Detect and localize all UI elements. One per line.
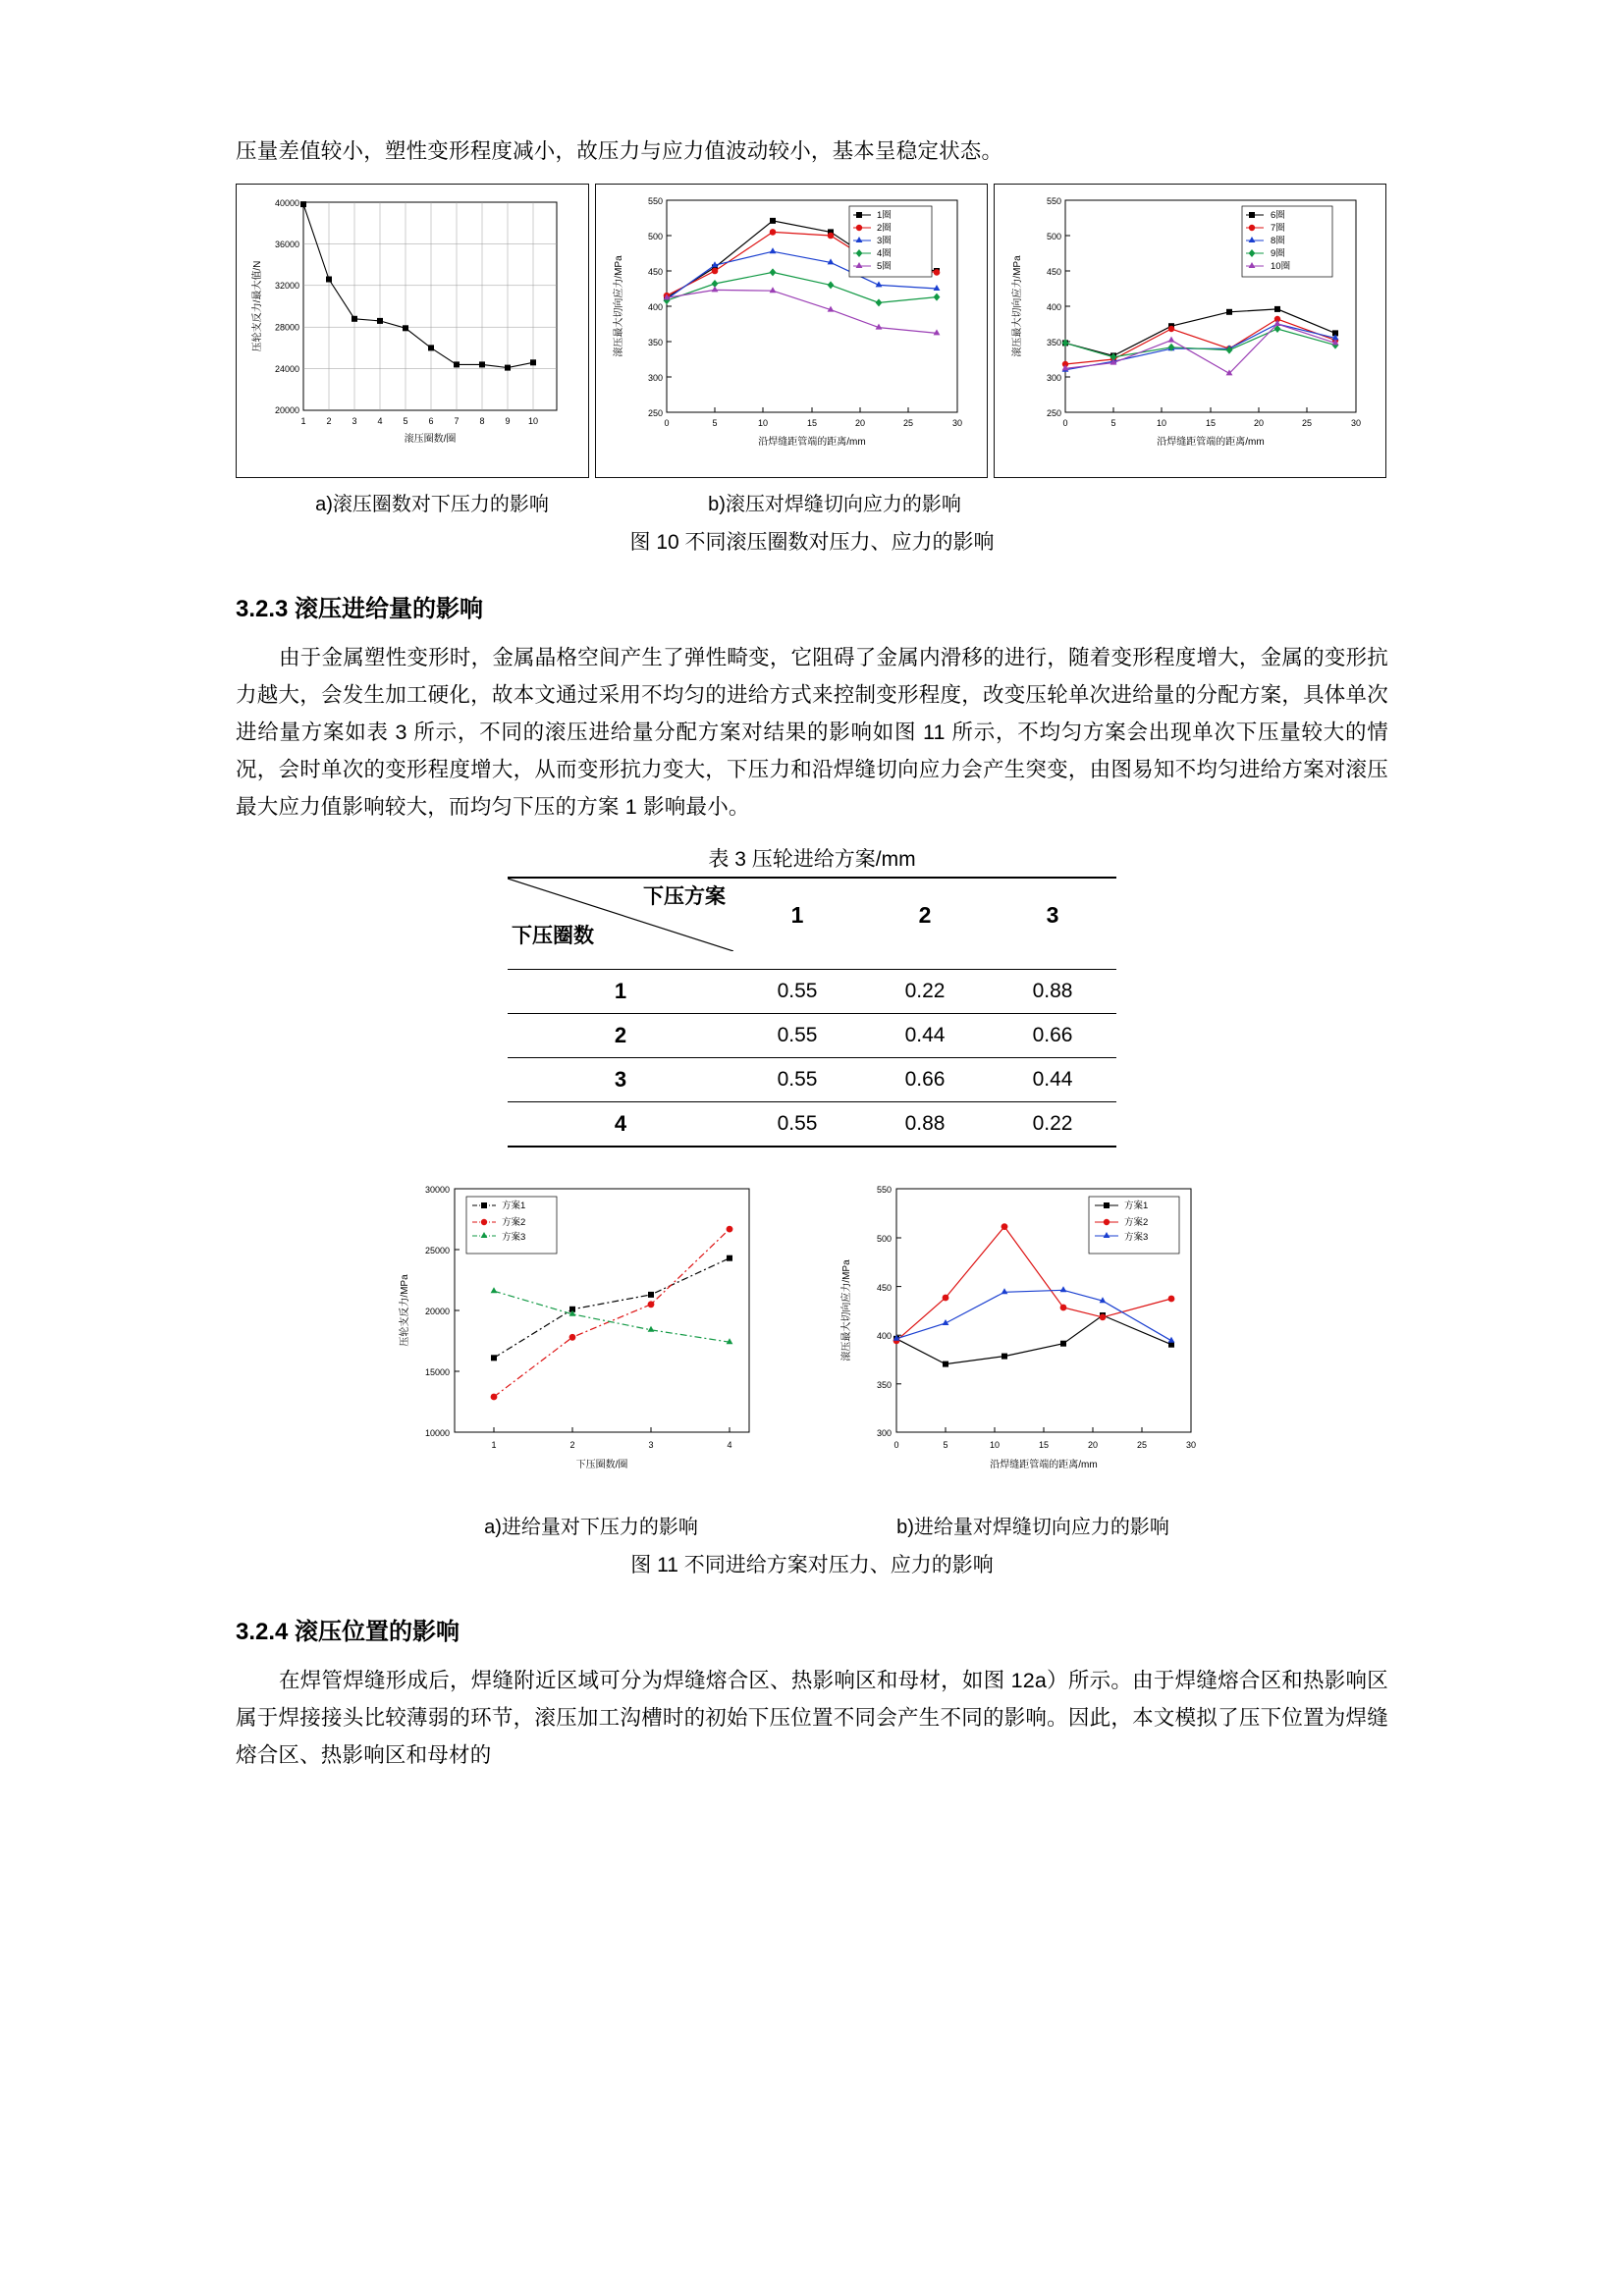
svg-text:沿焊缝距管端的距离/mm: 沿焊缝距管端的距离/mm (758, 437, 866, 448)
table-cell: 0.55 (733, 970, 861, 1014)
svg-text:0: 0 (1062, 418, 1068, 428)
svg-text:20: 20 (1253, 418, 1265, 428)
svg-text:5: 5 (943, 1440, 948, 1450)
svg-text:550: 550 (876, 1185, 892, 1195)
paragraph-top: 压量差值较小，塑性变形程度减小，故压力与应力值波动较小，基本呈稳定状态。 (236, 139, 1003, 163)
svg-text:40000: 40000 (274, 198, 299, 208)
svg-text:10: 10 (1156, 418, 1167, 428)
table-cell: 0.22 (989, 1102, 1116, 1148)
svg-text:2: 2 (326, 416, 332, 426)
svg-text:300: 300 (647, 373, 663, 383)
svg-text:方案2: 方案2 (502, 1217, 526, 1228)
table-row-header (508, 878, 1116, 951)
svg-text:25000: 25000 (424, 1246, 450, 1255)
svg-text:方案1: 方案1 (502, 1201, 526, 1211)
table-row (508, 1102, 1116, 1148)
svg-text:0: 0 (664, 418, 670, 428)
figure-10a-chart (236, 184, 589, 478)
heading-3-2-4: 3.2.4 滚压位置的影响 (236, 1619, 460, 1645)
table-3-title: 表 3 压轮进给方案/mm (708, 848, 916, 871)
svg-text:25: 25 (902, 418, 914, 428)
svg-text:24000: 24000 (274, 364, 299, 374)
svg-text:8: 8 (479, 416, 485, 426)
svg-text:550: 550 (1046, 196, 1061, 206)
svg-text:9圈: 9圈 (1271, 248, 1285, 259)
table-header-turns: 下压圈数 (512, 925, 594, 947)
figure-11a-subcaption: a)进给量对下压力的影响 (484, 1517, 698, 1538)
table-cell: 0.88 (861, 1102, 989, 1148)
svg-text:1圈: 1圈 (877, 210, 892, 221)
figure-11b-legend (1089, 1197, 1179, 1254)
svg-text:15: 15 (1205, 418, 1217, 428)
svg-text:20000: 20000 (424, 1307, 450, 1316)
table-row-label: 1 (508, 970, 733, 1014)
svg-text:550: 550 (647, 196, 663, 206)
svg-text:方案2: 方案2 (1124, 1217, 1149, 1228)
figure-10 (236, 184, 1388, 556)
svg-text:方案1: 方案1 (1124, 1201, 1149, 1211)
svg-text:6圈: 6圈 (1271, 210, 1285, 221)
table-cell: 0.66 (989, 1014, 1116, 1058)
svg-text:10: 10 (757, 418, 769, 428)
table-row (508, 970, 1116, 1014)
figure-10c-chart (994, 184, 1386, 478)
table-row (508, 1058, 1116, 1102)
table-cell: 0.22 (861, 970, 989, 1014)
svg-text:滚压圈数/圈: 滚压圈数/圈 (404, 434, 457, 445)
svg-text:350: 350 (876, 1380, 892, 1390)
svg-text:4: 4 (727, 1440, 732, 1450)
figure-10-caption: 图 10 不同滚压圈数对压力、应力的影响 (629, 531, 995, 554)
table-cell: 0.88 (989, 970, 1116, 1014)
svg-text:压轮支反力/最大值/N: 压轮支反力/最大值/N (252, 260, 263, 352)
svg-text:20: 20 (1087, 1440, 1099, 1450)
svg-text:400: 400 (647, 302, 663, 312)
figure-11b-chart (822, 1171, 1244, 1505)
figure-11a-legend (466, 1197, 557, 1254)
svg-text:沿焊缝距管端的距离/mm: 沿焊缝距管端的距离/mm (990, 1460, 1098, 1470)
svg-text:500: 500 (1046, 232, 1061, 241)
svg-text:4: 4 (377, 416, 383, 426)
figure-11b-subcaption: b)进给量对焊缝切向应力的影响 (896, 1517, 1169, 1538)
table-header-corner (508, 878, 733, 951)
table-3 (508, 877, 1116, 1148)
svg-text:300: 300 (876, 1428, 892, 1438)
heading-3-2-3: 3.2.3 滚压进给量的影响 (236, 596, 484, 622)
svg-text:9: 9 (505, 416, 511, 426)
svg-text:30: 30 (1185, 1440, 1197, 1450)
figure-10c-legend (1242, 206, 1332, 277)
svg-text:400: 400 (876, 1331, 892, 1341)
svg-text:350: 350 (647, 338, 663, 347)
svg-text:15: 15 (1038, 1440, 1050, 1450)
svg-text:32000: 32000 (274, 281, 299, 291)
figure-11 (236, 1171, 1388, 1578)
table-col-2: 2 (861, 878, 989, 951)
svg-text:400: 400 (1046, 302, 1061, 312)
paragraph-323: 由于金属塑性变形时，金属晶格空间产生了弹性畸变，它阻碍了金属内滑移的进行，随着变形程度增大，金属的变形抗力越大，会发生加工硬化，故本文通过采用不均匀的进给方式来控制变形程度，改变压轮单次进给量的分配方案，具体单次进给量方案如表 3 所示，不同的滚压进给量分配方案对结果的影响如图 11 所示，不均匀方案会出现单次下压量较大的情况，会时单次的变形程度增大，从而变形抗力变大，下压力和沿焊缝切向应力会产生突变，由图易知不均匀进给方案对滚压最大应力值影响较大，而均匀下压的方案 1 影响最小。 (236, 646, 1388, 819)
svg-text:滚压最大切向应力/MPa: 滚压最大切向应力/MPa (1012, 255, 1023, 357)
svg-text:7: 7 (454, 416, 460, 426)
svg-text:30: 30 (951, 418, 963, 428)
svg-text:300: 300 (1046, 373, 1061, 383)
svg-text:2: 2 (569, 1440, 575, 1450)
table-cell: 0.55 (733, 1102, 861, 1148)
figure-10b-subcaption: b)滚压对焊缝切向应力的影响 (708, 494, 961, 515)
svg-text:滚压最大切向应力/MPa: 滚压最大切向应力/MPa (614, 255, 624, 357)
table-row-label: 4 (508, 1102, 733, 1148)
table-col-1: 1 (733, 878, 861, 951)
svg-text:30: 30 (1350, 418, 1362, 428)
svg-text:10圈: 10圈 (1271, 261, 1291, 272)
svg-text:3圈: 3圈 (877, 236, 892, 246)
svg-text:10000: 10000 (424, 1428, 450, 1438)
svg-text:5: 5 (1110, 418, 1116, 428)
svg-text:2圈: 2圈 (877, 223, 892, 234)
svg-text:350: 350 (1046, 338, 1061, 347)
svg-text:3: 3 (648, 1440, 654, 1450)
figure-10b-legend (849, 206, 932, 277)
svg-text:450: 450 (647, 267, 663, 277)
svg-text:20: 20 (854, 418, 866, 428)
table-cell: 0.66 (861, 1058, 989, 1102)
svg-text:25: 25 (1301, 418, 1313, 428)
svg-text:滚压最大切向应力/MPa: 滚压最大切向应力/MPa (841, 1259, 852, 1362)
svg-text:28000: 28000 (274, 322, 299, 333)
figure-11-caption: 图 11 不同进给方案对压力、应力的影响 (630, 1554, 994, 1576)
svg-text:5: 5 (403, 416, 408, 426)
svg-text:20000: 20000 (274, 405, 299, 415)
svg-text:1: 1 (491, 1440, 497, 1450)
svg-text:4圈: 4圈 (877, 248, 892, 259)
table-col-3: 3 (989, 878, 1116, 951)
svg-text:10: 10 (527, 416, 539, 426)
svg-text:500: 500 (647, 232, 663, 241)
table-cell: 0.55 (733, 1014, 861, 1058)
table-header-scheme: 下压方案 (643, 885, 726, 908)
svg-text:方案3: 方案3 (502, 1232, 526, 1243)
paragraph-324: 在焊管焊缝形成后，焊缝附近区域可分为焊缝熔合区、热影响区和母材，如图 12a）所示。由于焊缝熔合区和热影响区属于焊接接头比较薄弱的环节，滚压加工沟槽时的初始下压位置不同会产生不同的影响。因此，本文模拟了压下位置为焊缝熔合区、热影响区和母材的 (236, 1669, 1388, 1767)
table-row-label: 2 (508, 1014, 733, 1058)
svg-text:8圈: 8圈 (1271, 236, 1285, 246)
svg-text:15: 15 (806, 418, 818, 428)
table-header-rule (508, 951, 1116, 970)
svg-text:0: 0 (893, 1440, 899, 1450)
svg-text:250: 250 (647, 408, 663, 418)
svg-text:25: 25 (1136, 1440, 1148, 1450)
svg-text:方案3: 方案3 (1124, 1232, 1149, 1243)
svg-text:沿焊缝距管端的距离/mm: 沿焊缝距管端的距离/mm (1157, 437, 1265, 448)
table-cell: 0.44 (861, 1014, 989, 1058)
table-row (508, 1014, 1116, 1058)
figure-10a-subcaption: a)滚压圈数对下压力的影响 (315, 494, 549, 515)
svg-text:500: 500 (876, 1234, 892, 1244)
svg-text:5圈: 5圈 (877, 261, 892, 272)
svg-text:250: 250 (1046, 408, 1061, 418)
svg-text:10: 10 (989, 1440, 1001, 1450)
figure-11a-chart (380, 1171, 802, 1505)
svg-text:5: 5 (712, 418, 718, 428)
svg-text:下压圈数/圈: 下压圈数/圈 (575, 1460, 628, 1470)
svg-text:15000: 15000 (424, 1367, 450, 1377)
svg-text:7圈: 7圈 (1271, 223, 1285, 234)
svg-text:6: 6 (428, 416, 434, 426)
svg-text:1: 1 (300, 416, 306, 426)
figure-10b-chart (595, 184, 988, 478)
svg-text:3: 3 (352, 416, 357, 426)
table-cell: 0.55 (733, 1058, 861, 1102)
svg-text:30000: 30000 (424, 1185, 450, 1195)
svg-text:450: 450 (1046, 267, 1061, 277)
table-row-label: 3 (508, 1058, 733, 1102)
svg-text:450: 450 (876, 1283, 892, 1293)
svg-text:压轮支反力/MPa: 压轮支反力/MPa (400, 1274, 410, 1347)
table-cell: 0.44 (989, 1058, 1116, 1102)
svg-text:36000: 36000 (274, 240, 299, 249)
